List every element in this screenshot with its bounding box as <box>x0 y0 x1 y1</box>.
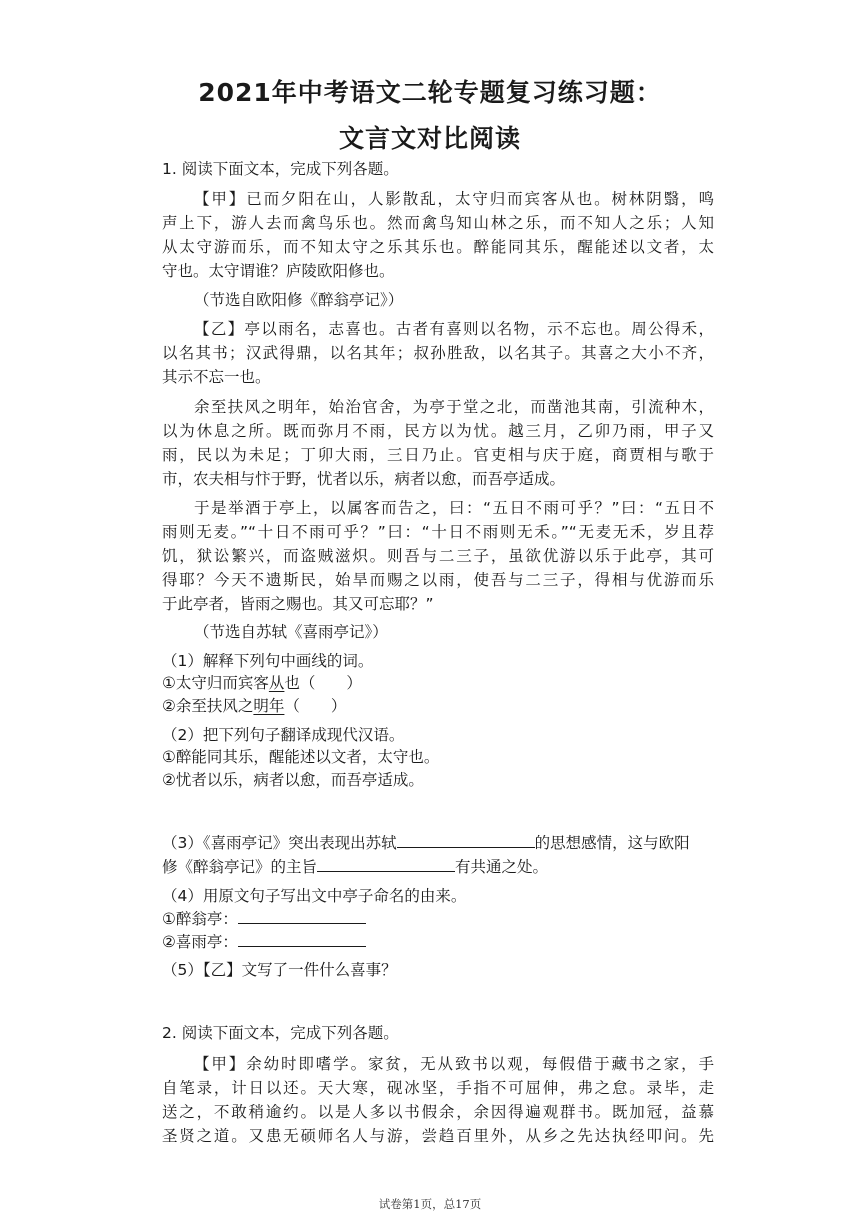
q1-yi-line: 余至扶风之明年，始治官舍，为亭于堂之北，而凿池其南，引流种木， <box>194 398 714 416</box>
q2-jia-line: 自笔录，计日以还。天大寒，砚冰坚，手指不可屈伸，弗之怠。录毕，走 <box>162 1079 714 1097</box>
q1-yi-line: 以为休息之所。既而弥月不雨，民方以为忧。越三月，乙卯乃雨，甲子又 <box>162 422 714 440</box>
q1-sub1-prompt: （1）解释下列句中画线的词。 <box>162 652 374 670</box>
q1-jia-line: 从太守游而乐，而不知太守之乐其乐也。醉能同其乐，醒能述以文者，太 <box>162 238 714 256</box>
q1-yi-line: 雨，民以为未足；丁卯大雨，三日乃止。官吏相与庆于庭，商贾相与歌于 <box>162 446 714 464</box>
q1-sub4-item1: ①醉翁亭： <box>162 908 366 929</box>
underlined-word: 明年 <box>253 697 285 715</box>
q1-yi-line: 得耶？今天不遗斯民，始旱而赐之以雨，使吾与二三子，得相与优游而乐 <box>162 571 714 589</box>
q1-sub2-prompt: （2）把下列句子翻译成现代汉语。 <box>162 726 405 744</box>
q1-sub2-item1: ①醉能同其乐，醒能述以文者，太守也。 <box>162 748 440 766</box>
q1-yi-line: 其示不忘一也。 <box>162 368 271 386</box>
q1-jia-line: 声上下，游人去而禽鸟乐也。然而禽鸟知山林之乐，而不知人之乐；人知 <box>162 214 714 232</box>
q1-yi-line: 市，农夫相与忭于野，忧者以乐，病者以愈，而吾亭适成。 <box>162 470 566 488</box>
q1-yi-source: （节选自苏轼《喜雨亭记》） <box>194 623 388 641</box>
q2-jia-line: 【甲】余幼时即嗜学。家贫，无从致书以观，每假借于藏书之家，手 <box>194 1055 714 1073</box>
q1-jia-line: 【甲】已而夕阳在山，人影散乱，太守归而宾客从也。树林阴翳，鸣 <box>194 190 714 208</box>
q1-jia-line: 守也。太守谓谁？庐陵欧阳修也。 <box>162 262 395 280</box>
q1-sub5-prompt: （5）【乙】文写了一件什么喜事？ <box>162 961 397 979</box>
answer-blank[interactable] <box>317 856 455 872</box>
q1-jia-source: （节选自欧阳修《醉翁亭记》） <box>194 291 404 309</box>
q1-yi-line: 于此亭者，皆雨之赐也。其又可忘耶？” <box>162 595 434 613</box>
q2-jia-line: 圣贤之道。又患无硕师名人与游，尝趋百里外，从乡之先达执经叩问。先 <box>162 1127 714 1145</box>
answer-blank[interactable] <box>238 931 366 947</box>
q1-yi-line: 于是举酒于亭上，以属客而告之，曰：“五日不雨可乎？”曰：“五日不 <box>194 499 714 517</box>
q1-yi-line: 雨则无麦。”“十日不雨可乎？”曰：“十日不雨则无禾。”“无麦无禾，岁且荐 <box>162 523 714 541</box>
q1-sub2-item2: ②忧者以乐，病者以愈，而吾亭适成。 <box>162 771 424 789</box>
q1-yi-line: 饥，狱讼繁兴，而盗贼滋炽。则吾与二三子，虽欲优游以乐于此亭，其可 <box>162 547 714 565</box>
page-footer: 试卷第1页，总17页 <box>378 1197 482 1211</box>
q1-sub3-line1: （3）《喜雨亭记》突出表现出苏轼 的思想感情，这与欧阳 <box>162 834 690 852</box>
q1-heading: 1. 阅读下面文本，完成下列各题。 <box>162 160 399 178</box>
document-title-line1: 2021年中考语文二轮专题复习练习题： <box>198 78 662 107</box>
document-title-line2: 文言文对比阅读 <box>338 124 521 153</box>
q1-yi-line: 【乙】亭以雨名，志喜也。古者有喜则以名物，示不忘也。周公得禾， <box>194 320 714 338</box>
q1-sub3-line2: 修《醉翁亭记》的主旨 有共通之处。 <box>162 858 549 876</box>
underlined-word: 从 <box>268 674 285 692</box>
answer-blank[interactable] <box>238 908 366 924</box>
q1-sub4-prompt: （4）用原文句子写出文中亭子命名的由来。 <box>162 887 467 905</box>
q2-jia-line: 送之，不敢稍逾约。以是人多以书假余，余因得遍观群书。既加冠，益慕 <box>162 1103 714 1121</box>
q1-sub1-item2: ②余至扶风之明年（ ） <box>162 697 347 715</box>
q1-sub1-item1: ①太守归而宾客从也（ ） <box>162 674 362 692</box>
answer-blank[interactable] <box>397 832 535 848</box>
q1-yi-line: 以名其书；汉武得鼎，以名其年；叔孙胜敌，以名其子。其喜之大小不齐， <box>162 344 714 362</box>
q1-sub4-item2: ②喜雨亭： <box>162 931 366 952</box>
q2-heading: 2. 阅读下面文本，完成下列各题。 <box>162 1024 399 1042</box>
